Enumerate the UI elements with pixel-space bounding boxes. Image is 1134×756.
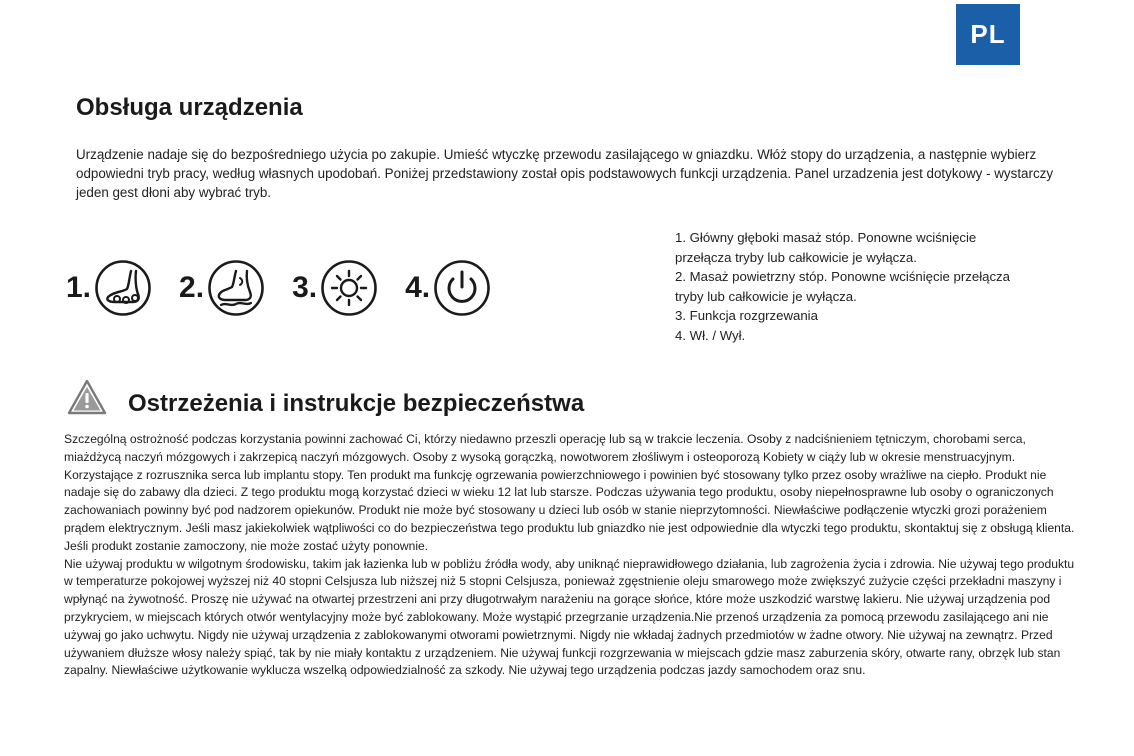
function-description-3: 3. Funkcja rozgrzewania — [675, 308, 818, 323]
function-icons-row — [66, 250, 546, 326]
function-item-1 — [66, 258, 153, 318]
function-number: 4. — [405, 271, 431, 304]
function-description-1: 1. Główny głęboki masaż stóp. Ponowne wciśnięcie przełącza tryby lub całkowicie je wyłącza. — [675, 230, 977, 265]
language-badge: PL — [956, 4, 1020, 65]
function-number: 1. — [66, 271, 92, 304]
power-icon — [432, 258, 492, 318]
safety-paragraph-1: Szczególną ostrożność podczas korzystania powinni zachować Ci, którzy niedawno przeszli operację lub są w trakcie leczenia. Osoby z nadciśnieniem tętniczym, chorobami serca, miażdżycą naczyń mózgowych i zakrzepicą naczyń mózgowych. Osoby z wysoką gorączką, nowotworem złośliwym i osteoporozą Kobiety w ciąży lub w okresie menstruacyjnym. Korzystające z rozrusznika serca lub implantu stopy. Ten produkt ma funkcję ogrzewania powierzchniowego i powinien być stosowany tylko przez osoby wrażliwe na ciepło. Produkt nie nadaje się do zabawy dla dzieci. Z tego produktu mogą korzystać dzieci w wieku 12 lat lub starsze. Podczas używania tego produktu, osoby niepełnosprawne lub osoby o ograniczonych zachowaniach powinny być pod nadzorem opiekunów. Produkt nie może być stosowany u dzieci lub osób w stanie nieprzytomności. Niewłaściwe podłączenie wtyczki grozi porażeniem prądem elektrycznym. Jeśli masz jakiekolwiek wątpliwości co do bezpieczeństwa tego produktu lub gniazdko nie jest odpowiednie dla wtyczki tego produktu, skontaktuj się z obsługą klienta. Jeśli produkt zostanie zamoczony, nie może zostać użyty ponownie. — [64, 432, 1075, 553]
function-descriptions — [675, 228, 1035, 345]
foot-massage-icon — [93, 258, 153, 318]
safety-text — [64, 431, 1078, 680]
function-description-2: 2. Masaż powietrzny stóp. Ponowne wciśnięcie przełącza tryby lub całkowicie je wyłącza. — [675, 269, 1010, 304]
function-item-3 — [292, 258, 379, 318]
function-item-4 — [405, 258, 492, 318]
heating-sun-icon — [319, 258, 379, 318]
air-massage-icon — [206, 258, 266, 318]
function-description-4: 4. Wł. / Wył. — [675, 327, 746, 343]
warning-triangle-icon — [67, 379, 107, 415]
operation-intro: Urządzenie nadaje się do bezpośredniego użycia po zakupie. Umieść wtyczkę przewodu zasilającego w gniazdku. Włóż stopy do urządzenia, a następnie wybierz odpowiedni tryb pracy, według własnych upodobań. Poniżej przedstawiony został opis podstawowych funkcji urządzenia. Panel urzadzenia jest dotykowy - wystarczy jeden gest dłoni aby wybrać tryb. — [76, 147, 1054, 200]
function-number: 3. — [292, 271, 318, 304]
operation-title: Obsługa urządzenia — [76, 94, 303, 121]
function-item-2 — [179, 258, 266, 318]
function-number: 2. — [179, 271, 205, 304]
safety-title: Ostrzeżenia i instrukcje bezpieczeństwa — [128, 390, 585, 417]
safety-paragraph-2: Nie używaj produktu w wilgotnym środowisku, takim jak łazienka lub w pobliżu źródła wody, aby uniknąć nieprawidłowego działania, lub zagrożenia życia i zdrowia. Nie używaj tego produktu w temperaturze pokojowej wyższej niż 40 stopni Celsjusza lub niższej niż 5 stopni Celsjusza, ponieważ zgęstnienie oleju smarowego może zwiększyć zużycie części przekładni maszyny i wpłynąć na żywotność. Proszę nie używać na otwartej przestrzeni ani przy długotrwałym narażeniu na gorące słońce, które może uszkodzić warstwę lakieru. Nie używaj urządzenia pod przykryciem, w miejscach których otwór wentylacyjny może być zablokowany. Może wystąpić przegrzanie urządzenia.Nie przenoś urządzenia za pomocą przewodu zasilającego ani nie używaj go jako uchwytu. Nigdy nie używaj urządzenia z zablokowanymi otworami powietrznymi. Nigdy nie wkładaj żadnych przedmiotów w żadne otwory. Nie używaj na zewnątrz. Przed używaniem dłuższe włosy należy spiąć, tak by nie miały kontaktu z urządzeniem. Nie używaj funkcji rozgrzewania w miejscach gdzie masz zaburzenia skóry, otwarte rany, obrzęk lub stan zapalny. Niewłaściwe użytkowanie wyklucza wszelką odpowiedzialność za szkody. Nie używaj tego urządzenia podczas jazdy samochodem oraz snu. — [64, 556, 1075, 678]
